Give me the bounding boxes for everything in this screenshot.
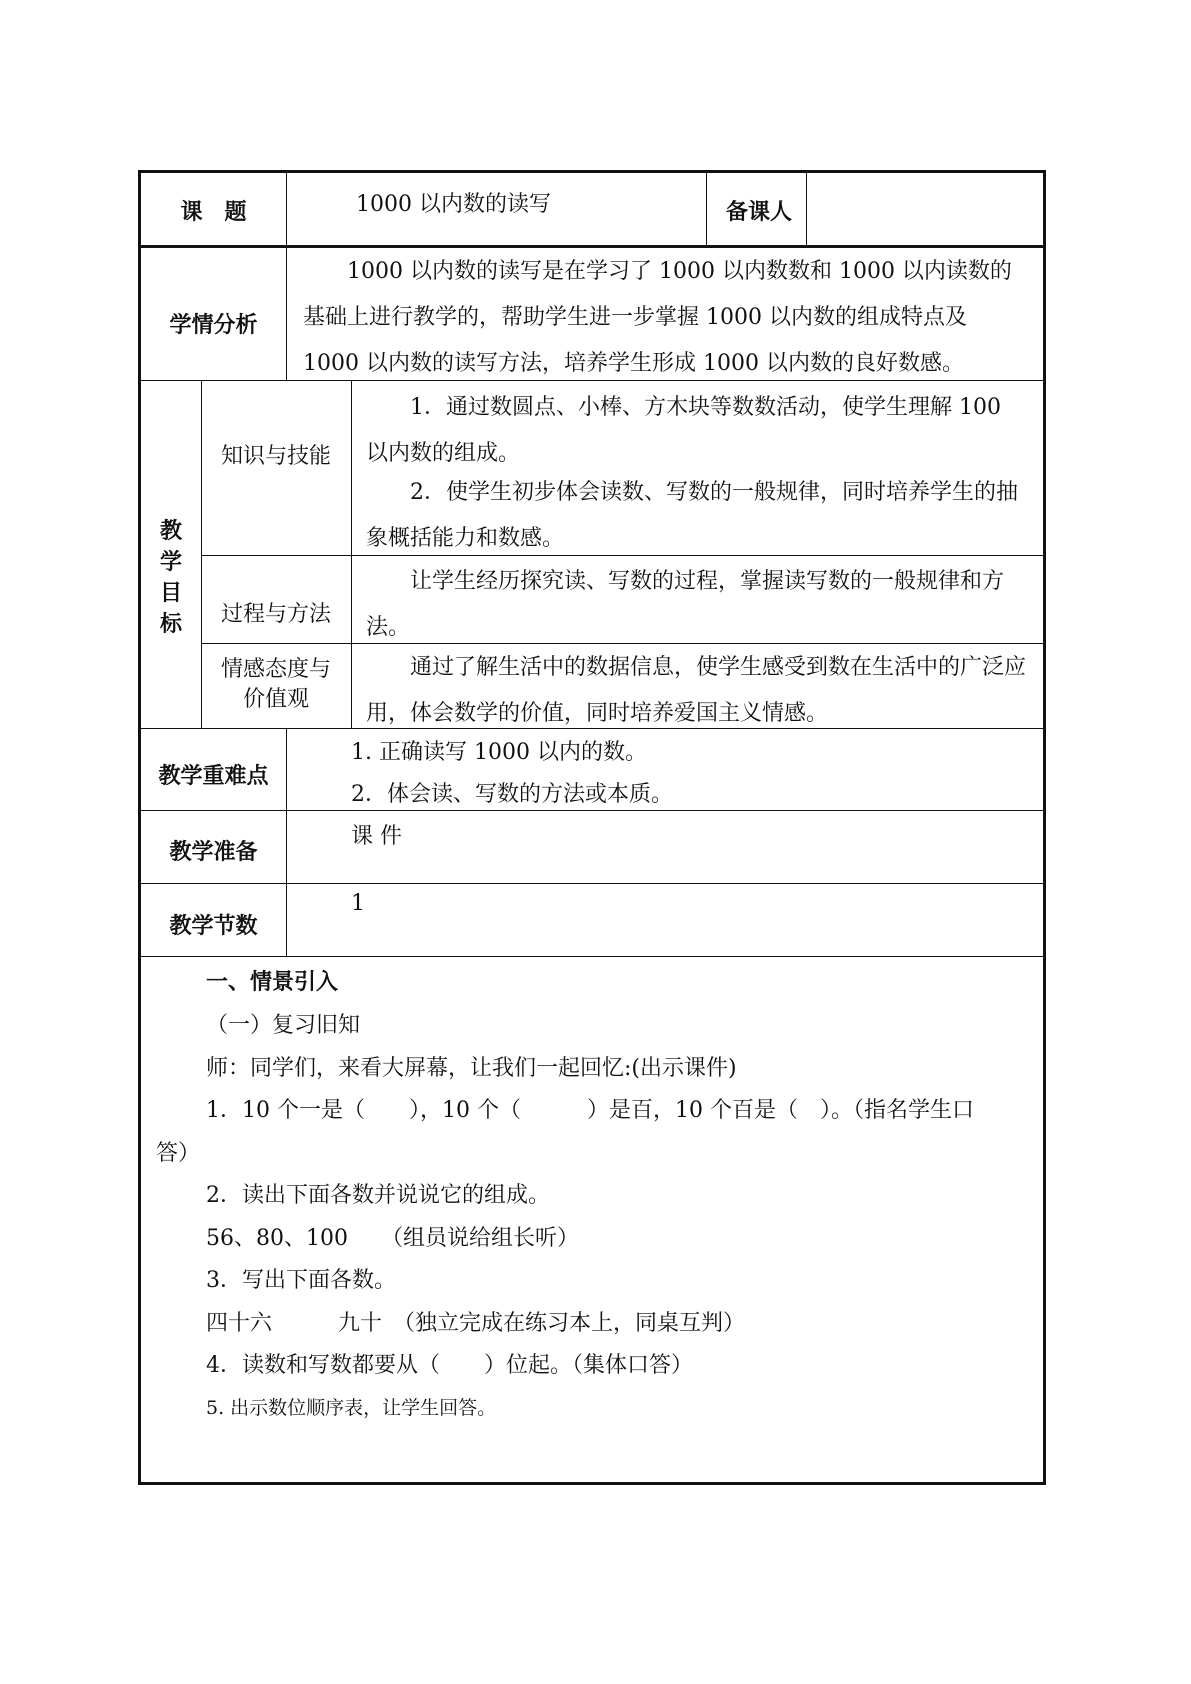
goals-bottom-rule (141, 728, 1043, 729)
preparer-label: 备课人 (725, 200, 792, 225)
question-3-numbers: 四十六 九十 （独立完成在练习本上，同桌互判） (206, 1311, 746, 1336)
goals-label-char: 标 (159, 612, 182, 637)
goals-label-char: 教 (159, 519, 182, 544)
question-4: 4．读数和写数都要从（ ）位起。（集体口答） (206, 1353, 693, 1378)
header-divider-2 (706, 173, 707, 245)
process-text: 让学生经历探究读、写数的过程，掌握读写数的一般规律和方法。 (366, 569, 1005, 640)
analysis-bottom-rule (141, 380, 1043, 381)
header-bottom-rule (141, 245, 1043, 248)
question-5: 5. 出示数位顺序表，让学生回答。 (206, 1397, 497, 1419)
section-title: 一、情景引入 (206, 970, 339, 995)
analysis-text: 1000 以内数的读写是在学习了 1000 以内数数和 1000 以内读数的基础上进行教学的，帮助学生进一步掌握 1000 以内数的组成特点及 1000 以内数的读写方法，培养学生形成 1000 以内数的良好数感。 (303, 259, 1012, 376)
analysis-divider (286, 248, 287, 380)
question-1-line-1: 1．10 个一是（ ），10 个（ ）是百，10 个百是（ ）。（指名学生口 (206, 1098, 974, 1123)
key-points-item-2: 2．体会读、写数的方法或本质。 (351, 782, 673, 807)
lower-label-divider (286, 728, 287, 956)
knowledge-item-1: 1．通过数圆点、小棒、方木块等数数活动，使学生理解 100 以内数的组成。 (366, 395, 1001, 466)
process-label: 过程与方法 (220, 602, 331, 627)
preparation-bottom-rule (141, 883, 1043, 884)
goals-label (141, 516, 201, 640)
emotion-label-line1: 情感态度与 (220, 657, 331, 682)
topic-value: 1000 以内数的读写 (356, 192, 551, 217)
sessions-value: 1 (351, 891, 365, 916)
goals-label-char: 目 (159, 581, 182, 606)
question-3: 3．写出下面各数。 (206, 1268, 396, 1293)
sessions-label: 教学节数 (169, 914, 258, 939)
preparation-value: 课 件 (351, 824, 402, 849)
lesson-plan-table (138, 170, 1046, 1485)
header-divider-1 (286, 173, 287, 245)
sessions-bottom-rule (141, 956, 1043, 957)
analysis-label: 学情分析 (169, 313, 258, 338)
goals-inner-divider (351, 380, 352, 728)
subsection-title: （一）复习旧知 (206, 1013, 361, 1038)
emotion-label-line2: 价值观 (242, 687, 309, 712)
knowledge-bottom-rule (201, 555, 1043, 556)
emotion-label (201, 655, 351, 715)
goals-label-char: 学 (159, 550, 182, 575)
process-bottom-rule (201, 643, 1043, 644)
question-2: 2．读出下面各数并说说它的组成。 (206, 1183, 550, 1208)
key-points-bottom-rule (141, 810, 1043, 811)
header-divider-3 (806, 173, 807, 245)
key-points-label: 教学重难点 (158, 764, 269, 789)
topic-label: 课 题 (180, 200, 247, 225)
teacher-line: 师：同学们，来看大屏幕，让我们一起回忆:(出示课件) (206, 1056, 737, 1081)
knowledge-item-2: 2．使学生初步体会读数、写数的一般规律，同时培养学生的抽象概括能力和数感。 (366, 480, 1018, 551)
preparation-label: 教学准备 (169, 840, 258, 865)
emotion-text: 通过了解生活中的数据信息，使学生感受到数在生活中的广泛应用，体会数学的价值，同时培养爱国主义情感。 (366, 655, 1027, 726)
question-1-line-2: 答） (156, 1141, 201, 1166)
knowledge-label: 知识与技能 (220, 444, 331, 469)
key-points-item-1: 1. 正确读写 1000 以内的数。 (351, 740, 647, 765)
question-2-numbers: 56、80、100 （组员说给组长听） (206, 1226, 579, 1251)
